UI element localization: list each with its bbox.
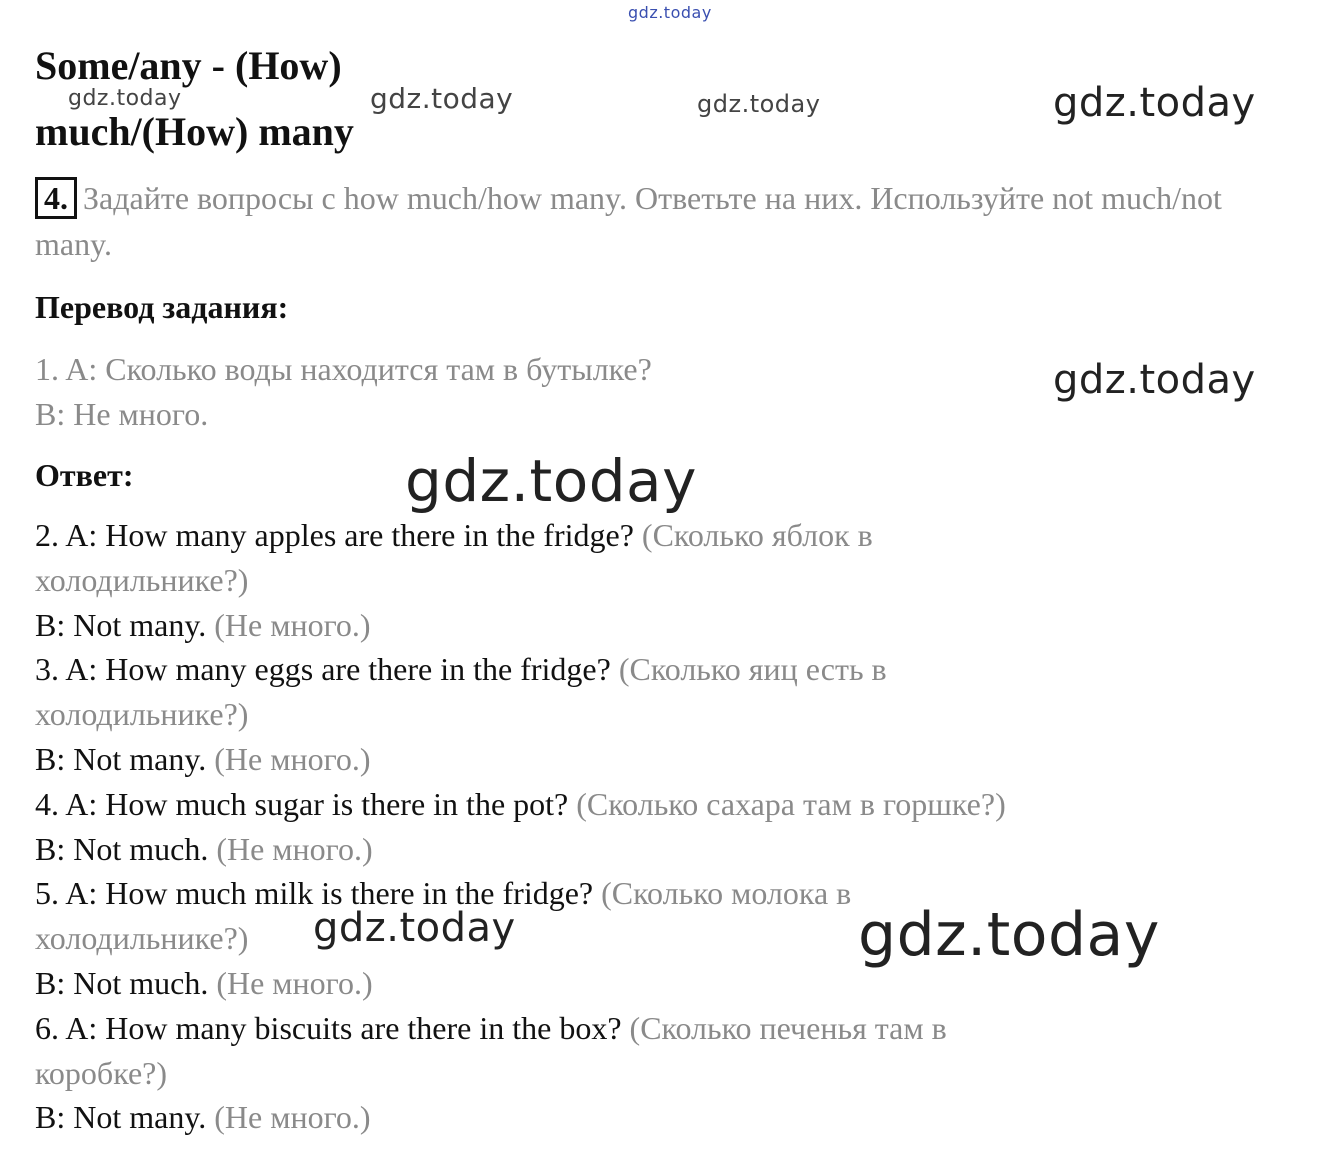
question-en: 3. A: How many eggs are there in the fridge? bbox=[35, 651, 611, 688]
answer-block bbox=[35, 513, 1295, 1140]
reply-en: B: Not many. bbox=[35, 606, 207, 643]
page-title-line-1: Some/any - (How) bbox=[35, 43, 342, 88]
reply-en: B: Not much. bbox=[35, 830, 209, 867]
answer-reply-line bbox=[35, 827, 1295, 872]
watermark-label: gdz.today bbox=[68, 86, 182, 111]
task-text: Задайте вопросы с how much/how many. Ответьте на них. Используйте not much/not many. bbox=[35, 180, 1222, 262]
question-en: 6. A: How many biscuits are there in the box? bbox=[35, 1009, 622, 1046]
question-ru: (Сколько яблок в bbox=[641, 517, 873, 553]
watermark-label: gdz.today bbox=[697, 90, 821, 118]
question-ru: (Сколько сахара там в горшке?) bbox=[576, 785, 1006, 822]
reply-ru: (Не много.) bbox=[214, 1099, 371, 1136]
watermark-label: gdz.today bbox=[858, 900, 1160, 970]
translation-line: 1. A: Сколько воды находится там в бутылке? bbox=[35, 351, 652, 387]
watermark-label: gdz.today bbox=[370, 82, 514, 115]
translation-line: B: Не много. bbox=[35, 395, 209, 432]
task-number: 4. bbox=[35, 177, 77, 219]
question-ru: (Сколько печенья там в bbox=[629, 1009, 947, 1046]
reply-en: B: Not many. bbox=[35, 1099, 207, 1136]
question-en: 2. A: How many apples are there in the fridge? bbox=[35, 517, 634, 553]
question-ru-continued: холодильнике?) bbox=[35, 696, 249, 733]
translation-heading: Перевод задания: bbox=[35, 289, 289, 325]
question-ru-continued: коробке?) bbox=[35, 1054, 168, 1091]
watermark-label: gdz.today bbox=[1053, 80, 1256, 126]
question-ru: (Сколько молока в bbox=[601, 875, 852, 912]
reply-ru: (Не много.) bbox=[214, 606, 371, 643]
reply-ru: (Не много.) bbox=[216, 964, 373, 1001]
answer-question-line bbox=[35, 513, 1295, 558]
watermark-label: gdz.today bbox=[405, 447, 697, 515]
reply-ru: (Не много.) bbox=[216, 830, 373, 867]
answer-heading: Ответ: bbox=[35, 457, 134, 493]
top-watermark: gdz.today bbox=[628, 3, 712, 22]
question-ru: (Сколько яиц есть в bbox=[618, 651, 887, 688]
answer-question-line bbox=[35, 1006, 1295, 1051]
reply-en: B: Not many. bbox=[35, 740, 207, 777]
watermark-label: gdz.today bbox=[313, 905, 516, 951]
answer-reply-line bbox=[35, 603, 1295, 648]
answer-reply-line bbox=[35, 1095, 1295, 1140]
answer-question-line bbox=[35, 647, 1295, 692]
reply-ru: (Не много.) bbox=[214, 740, 371, 777]
answer-reply-line bbox=[35, 737, 1295, 782]
question-en: 4. A: How much sugar is there in the pot? bbox=[35, 785, 569, 822]
question-ru-continued: холодильнике?) bbox=[35, 920, 249, 957]
page-title-line-2: much/(How) many bbox=[35, 109, 354, 154]
watermark-label: gdz.today bbox=[1053, 357, 1256, 403]
question-en: 5. A: How much milk is there in the fridge? bbox=[35, 875, 594, 912]
reply-en: B: Not much. bbox=[35, 964, 209, 1001]
answer-question-line bbox=[35, 782, 1295, 827]
question-ru-continued: холодильнике?) bbox=[35, 561, 249, 598]
task-statement bbox=[35, 175, 1285, 267]
